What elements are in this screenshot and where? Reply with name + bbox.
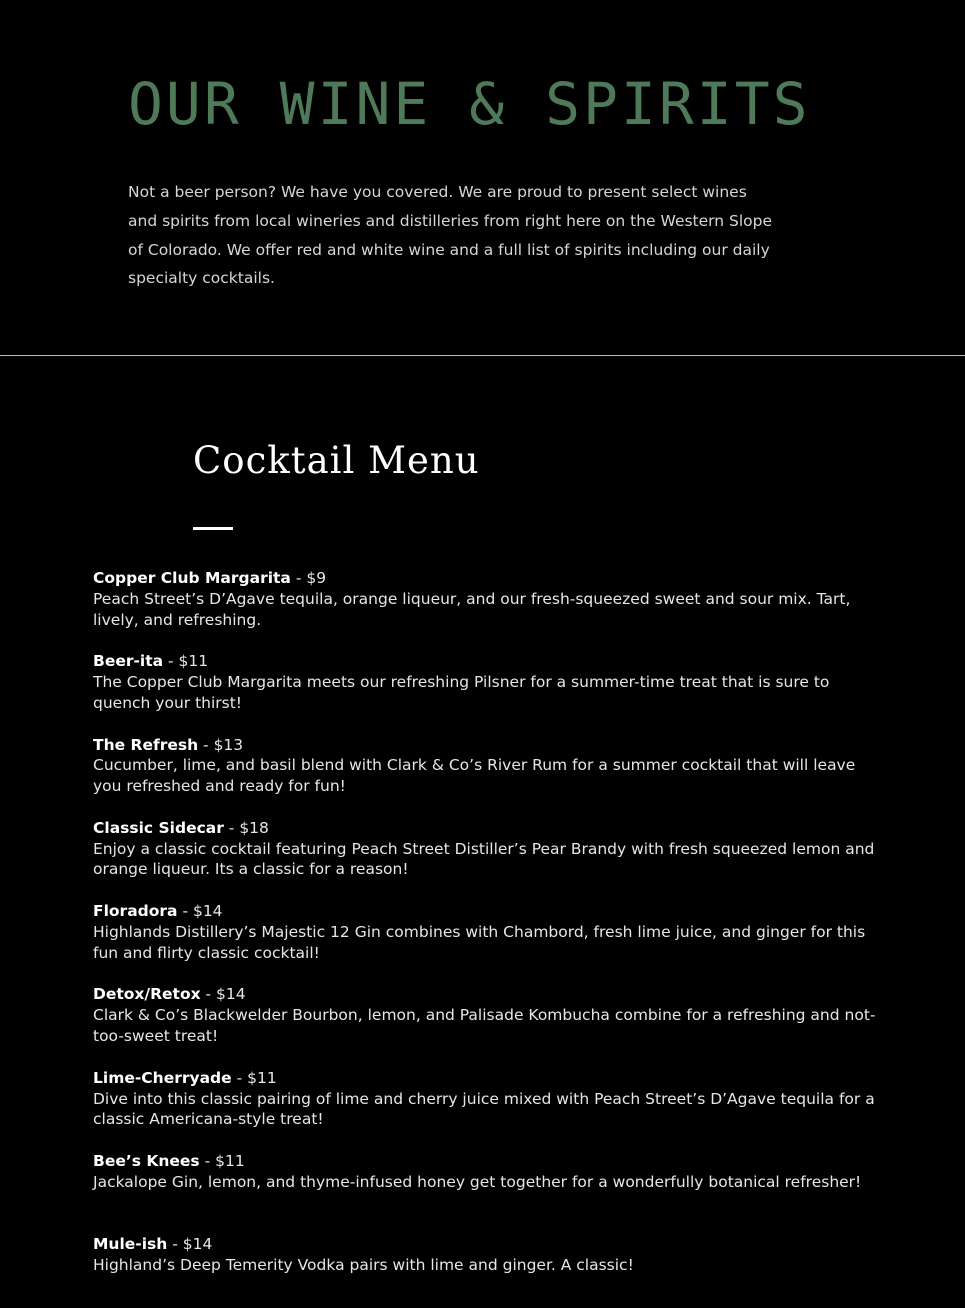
cocktail-description: Enjoy a classic cocktail featuring Peach Street Distiller’s Pear Brandy with fresh squeezed lemon and orange liqueur. Its a classic for a reason! [93, 839, 875, 879]
cocktail-heading [93, 651, 883, 672]
cocktail-name: The Refresh [93, 735, 199, 754]
cocktail-heading [93, 1234, 883, 1255]
cocktail-list [93, 568, 883, 1308]
cocktail-price: - $11 [199, 1152, 245, 1171]
cocktail-description: Jackalope Gin, lemon, and thyme-infused honey get together for a wonderfully botanical refresher! [93, 1172, 862, 1191]
cocktail-item [93, 735, 883, 818]
cocktail-heading [93, 901, 883, 922]
title-underline [193, 527, 233, 530]
cocktail-heading [93, 1068, 883, 1089]
cocktail-description: Highlands Distillery’s Majestic 12 Gin combines with Chambord, fresh lime juice, and ginger for this fun and flirty classic cocktail! [93, 922, 866, 962]
cocktail-name: Floradora [93, 902, 178, 921]
cocktail-name: Bee’s Knees [93, 1152, 200, 1171]
cocktail-description: Clark & Co’s Blackwelder Bourbon, lemon, and Palisade Kombucha combine for a refreshing and not-too-sweet treat! [93, 1006, 876, 1046]
cocktail-heading [93, 984, 883, 1005]
cocktail-price: - $14 [177, 902, 223, 921]
cocktail-description: Dive into this classic pairing of lime and cherry juice mixed with Peach Street’s D’Agave tequila for a classic Americana-style treat! [93, 1089, 875, 1129]
cocktail-name: Beer-ita [93, 652, 164, 671]
cocktail-price: - $14 [167, 1235, 213, 1254]
cocktail-price: - $11 [163, 652, 209, 671]
section-divider [0, 355, 965, 356]
section-intro-text: Not a beer person? We have you covered. We are proud to present select wines and spirits from local wineries and distilleries from right here on the Western Slope of Colorado. We offer red and white wine and a full list of spirits including our daily specialty cocktails. [128, 183, 773, 288]
cocktail-description: Highland’s Deep Temerity Vodka pairs with lime and ginger. A classic! [93, 1256, 634, 1275]
cocktail-name: Classic Sidecar [93, 818, 224, 837]
cocktail-description: The Copper Club Margarita meets our refreshing Pilsner for a summer-time treat that is sure to quench your thirst! [93, 673, 830, 712]
cocktail-heading [93, 735, 883, 756]
cocktail-price: - $14 [200, 985, 246, 1004]
cocktail-name: Copper Club Margarita [93, 569, 291, 587]
cocktail-name: Detox/Retox [93, 985, 201, 1004]
cocktail-item [93, 1234, 883, 1308]
cocktail-description: Cucumber, lime, and basil blend with Clark & Co’s River Rum for a summer cocktail that will leave you refreshed and ready for fun! [93, 756, 856, 796]
cocktail-item [93, 901, 883, 984]
cocktail-heading [93, 818, 883, 839]
cocktail-item [93, 568, 883, 651]
cocktail-name: Mule-ish [93, 1235, 168, 1254]
cocktail-item [93, 818, 883, 901]
cocktail-price: - $9 [290, 569, 327, 587]
cocktail-price: - $18 [223, 818, 269, 837]
cocktail-price: - $11 [231, 1068, 277, 1087]
cocktail-item [93, 1068, 883, 1151]
cocktail-item [93, 651, 883, 734]
cocktail-price: - $13 [198, 735, 244, 754]
cocktail-menu-title: Cocktail Menu [193, 439, 480, 482]
cocktail-description: Peach Street’s D’Agave tequila, orange liqueur, and our fresh-squeezed sweet and sour mix. Tart, lively, and refreshing. [93, 589, 851, 629]
cocktail-item [93, 984, 883, 1067]
section-title: OUR WINE & SPIRITS [128, 70, 811, 138]
wine-spirits-section [0, 0, 965, 355]
cocktail-heading [93, 568, 883, 589]
cocktail-heading [93, 1151, 883, 1172]
cocktail-item [93, 1151, 883, 1234]
cocktail-name: Lime-Cherryade [93, 1068, 232, 1087]
